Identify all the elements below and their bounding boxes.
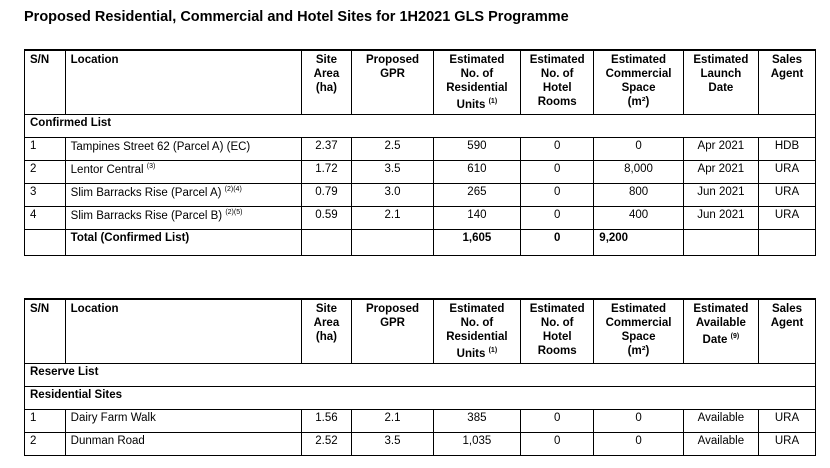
cell-date: Available xyxy=(683,432,758,455)
col-site-area-header: Site Area (ha) xyxy=(301,50,352,114)
cell-area: 1.56 xyxy=(301,409,352,432)
col-hotel-header: Estimated No. of Hotel Rooms xyxy=(521,50,594,114)
cell-gpr: 2.1 xyxy=(352,409,433,432)
cell-sn: 4 xyxy=(25,206,66,229)
cell-sn: 2 xyxy=(25,160,66,183)
cell-gpr: 2.5 xyxy=(352,137,433,160)
cell-area: 0.59 xyxy=(301,206,352,229)
cell-commercial: 400 xyxy=(594,206,683,229)
col-location-header: Location xyxy=(65,299,301,363)
cell-agent: URA xyxy=(759,432,816,455)
cell-location: Lentor Central $^{(3)}$ xyxy=(65,160,301,183)
cell-area xyxy=(301,229,352,255)
section-row xyxy=(25,363,816,386)
cell-hotel: 0 xyxy=(521,409,594,432)
cell-sn: 2 xyxy=(25,432,66,455)
cell-commercial: 8,000 xyxy=(594,160,683,183)
cell-date xyxy=(683,229,758,255)
subsection-row xyxy=(25,386,816,409)
section-label: Confirmed List xyxy=(25,114,816,137)
col-sn-header: S/N xyxy=(25,50,66,114)
table-row xyxy=(25,137,816,160)
table-row xyxy=(25,432,816,455)
cell-date: Jun 2021 xyxy=(683,183,758,206)
cell-location: Dunman Road xyxy=(65,432,301,455)
col-commercial-header: Estimated Commercial Space (m²) xyxy=(594,50,683,114)
table-row xyxy=(25,409,816,432)
cell-area: 0.79 xyxy=(301,183,352,206)
cell-agent: URA xyxy=(759,409,816,432)
cell-area: 2.52 xyxy=(301,432,352,455)
cell-hotel: 0 xyxy=(521,432,594,455)
confirmed-list-table xyxy=(24,49,816,256)
cell-commercial: 0 xyxy=(594,409,683,432)
total-commercial: 9,200 xyxy=(594,229,683,255)
cell-hotel: 0 xyxy=(521,183,594,206)
cell-date: Jun 2021 xyxy=(683,206,758,229)
col-site-area-header: Site Area (ha) xyxy=(301,299,352,363)
cell-location: Slim Barracks Rise (Parcel A) $^{(2)(4)}$ xyxy=(65,183,301,206)
cell-gpr: 3.5 xyxy=(352,432,433,455)
cell-commercial: 800 xyxy=(594,183,683,206)
cell-units: 265 xyxy=(433,183,520,206)
subsection-label: Residential Sites xyxy=(25,386,816,409)
cell-sn: 3 xyxy=(25,183,66,206)
col-hotel-header: Estimated No. of Hotel Rooms xyxy=(521,299,594,363)
col-agent-header: Sales Agent xyxy=(759,299,816,363)
col-location-header: Location xyxy=(65,50,301,114)
cell-gpr xyxy=(352,229,433,255)
cell-units: 1,035 xyxy=(433,432,520,455)
cell-gpr: 3.0 xyxy=(352,183,433,206)
cell-agent xyxy=(759,229,816,255)
cell-units: 610 xyxy=(433,160,520,183)
col-launch-header: Estimated Launch Date xyxy=(683,50,758,114)
cell-hotel: 0 xyxy=(521,206,594,229)
cell-location: Slim Barracks Rise (Parcel B) $^{(2)(5)}$ xyxy=(65,206,301,229)
col-available-header: Estimated Available Date $^{(9)}$ xyxy=(683,299,758,363)
cell-hotel: 0 xyxy=(521,137,594,160)
cell-units: 140 xyxy=(433,206,520,229)
cell-units: 385 xyxy=(433,409,520,432)
col-gpr-header: Proposed GPR xyxy=(352,50,433,114)
table-row xyxy=(25,160,816,183)
table-row xyxy=(25,206,816,229)
cell-sn xyxy=(25,229,66,255)
cell-location: Tampines Street 62 (Parcel A) (EC) xyxy=(65,137,301,160)
cell-location: Dairy Farm Walk xyxy=(65,409,301,432)
cell-agent: URA xyxy=(759,183,816,206)
cell-agent: URA xyxy=(759,160,816,183)
cell-gpr: 2.1 xyxy=(352,206,433,229)
section-label: Reserve List xyxy=(25,363,816,386)
col-units-header: Estimated No. of Residential Units $^{(1)}$ xyxy=(433,50,520,114)
table-header-row xyxy=(25,299,816,363)
cell-area: 1.72 xyxy=(301,160,352,183)
reserve-list-table xyxy=(24,298,816,456)
total-row xyxy=(25,229,816,255)
cell-agent: HDB xyxy=(759,137,816,160)
col-units-header: Estimated No. of Residential Units $^{(1)}$ xyxy=(433,299,520,363)
table-header-row xyxy=(25,50,816,114)
cell-date: Apr 2021 xyxy=(683,137,758,160)
cell-sn: 1 xyxy=(25,137,66,160)
col-sn-header: S/N xyxy=(25,299,66,363)
cell-sn: 1 xyxy=(25,409,66,432)
cell-date: Available xyxy=(683,409,758,432)
page-title: Proposed Residential, Commercial and Hotel Sites for 1H2021 GLS Programme xyxy=(24,9,569,25)
total-hotel: 0 xyxy=(521,229,594,255)
cell-agent: URA xyxy=(759,206,816,229)
section-row xyxy=(25,114,816,137)
total-units: 1,605 xyxy=(433,229,520,255)
cell-commercial: 0 xyxy=(594,432,683,455)
cell-date: Apr 2021 xyxy=(683,160,758,183)
total-label: Total (Confirmed List) xyxy=(65,229,301,255)
cell-units: 590 xyxy=(433,137,520,160)
cell-area: 2.37 xyxy=(301,137,352,160)
col-commercial-header: Estimated Commercial Space (m²) xyxy=(594,299,683,363)
col-agent-header: Sales Agent xyxy=(759,50,816,114)
table-row xyxy=(25,183,816,206)
cell-gpr: 3.5 xyxy=(352,160,433,183)
cell-commercial: 0 xyxy=(594,137,683,160)
col-gpr-header: Proposed GPR xyxy=(352,299,433,363)
cell-hotel: 0 xyxy=(521,160,594,183)
